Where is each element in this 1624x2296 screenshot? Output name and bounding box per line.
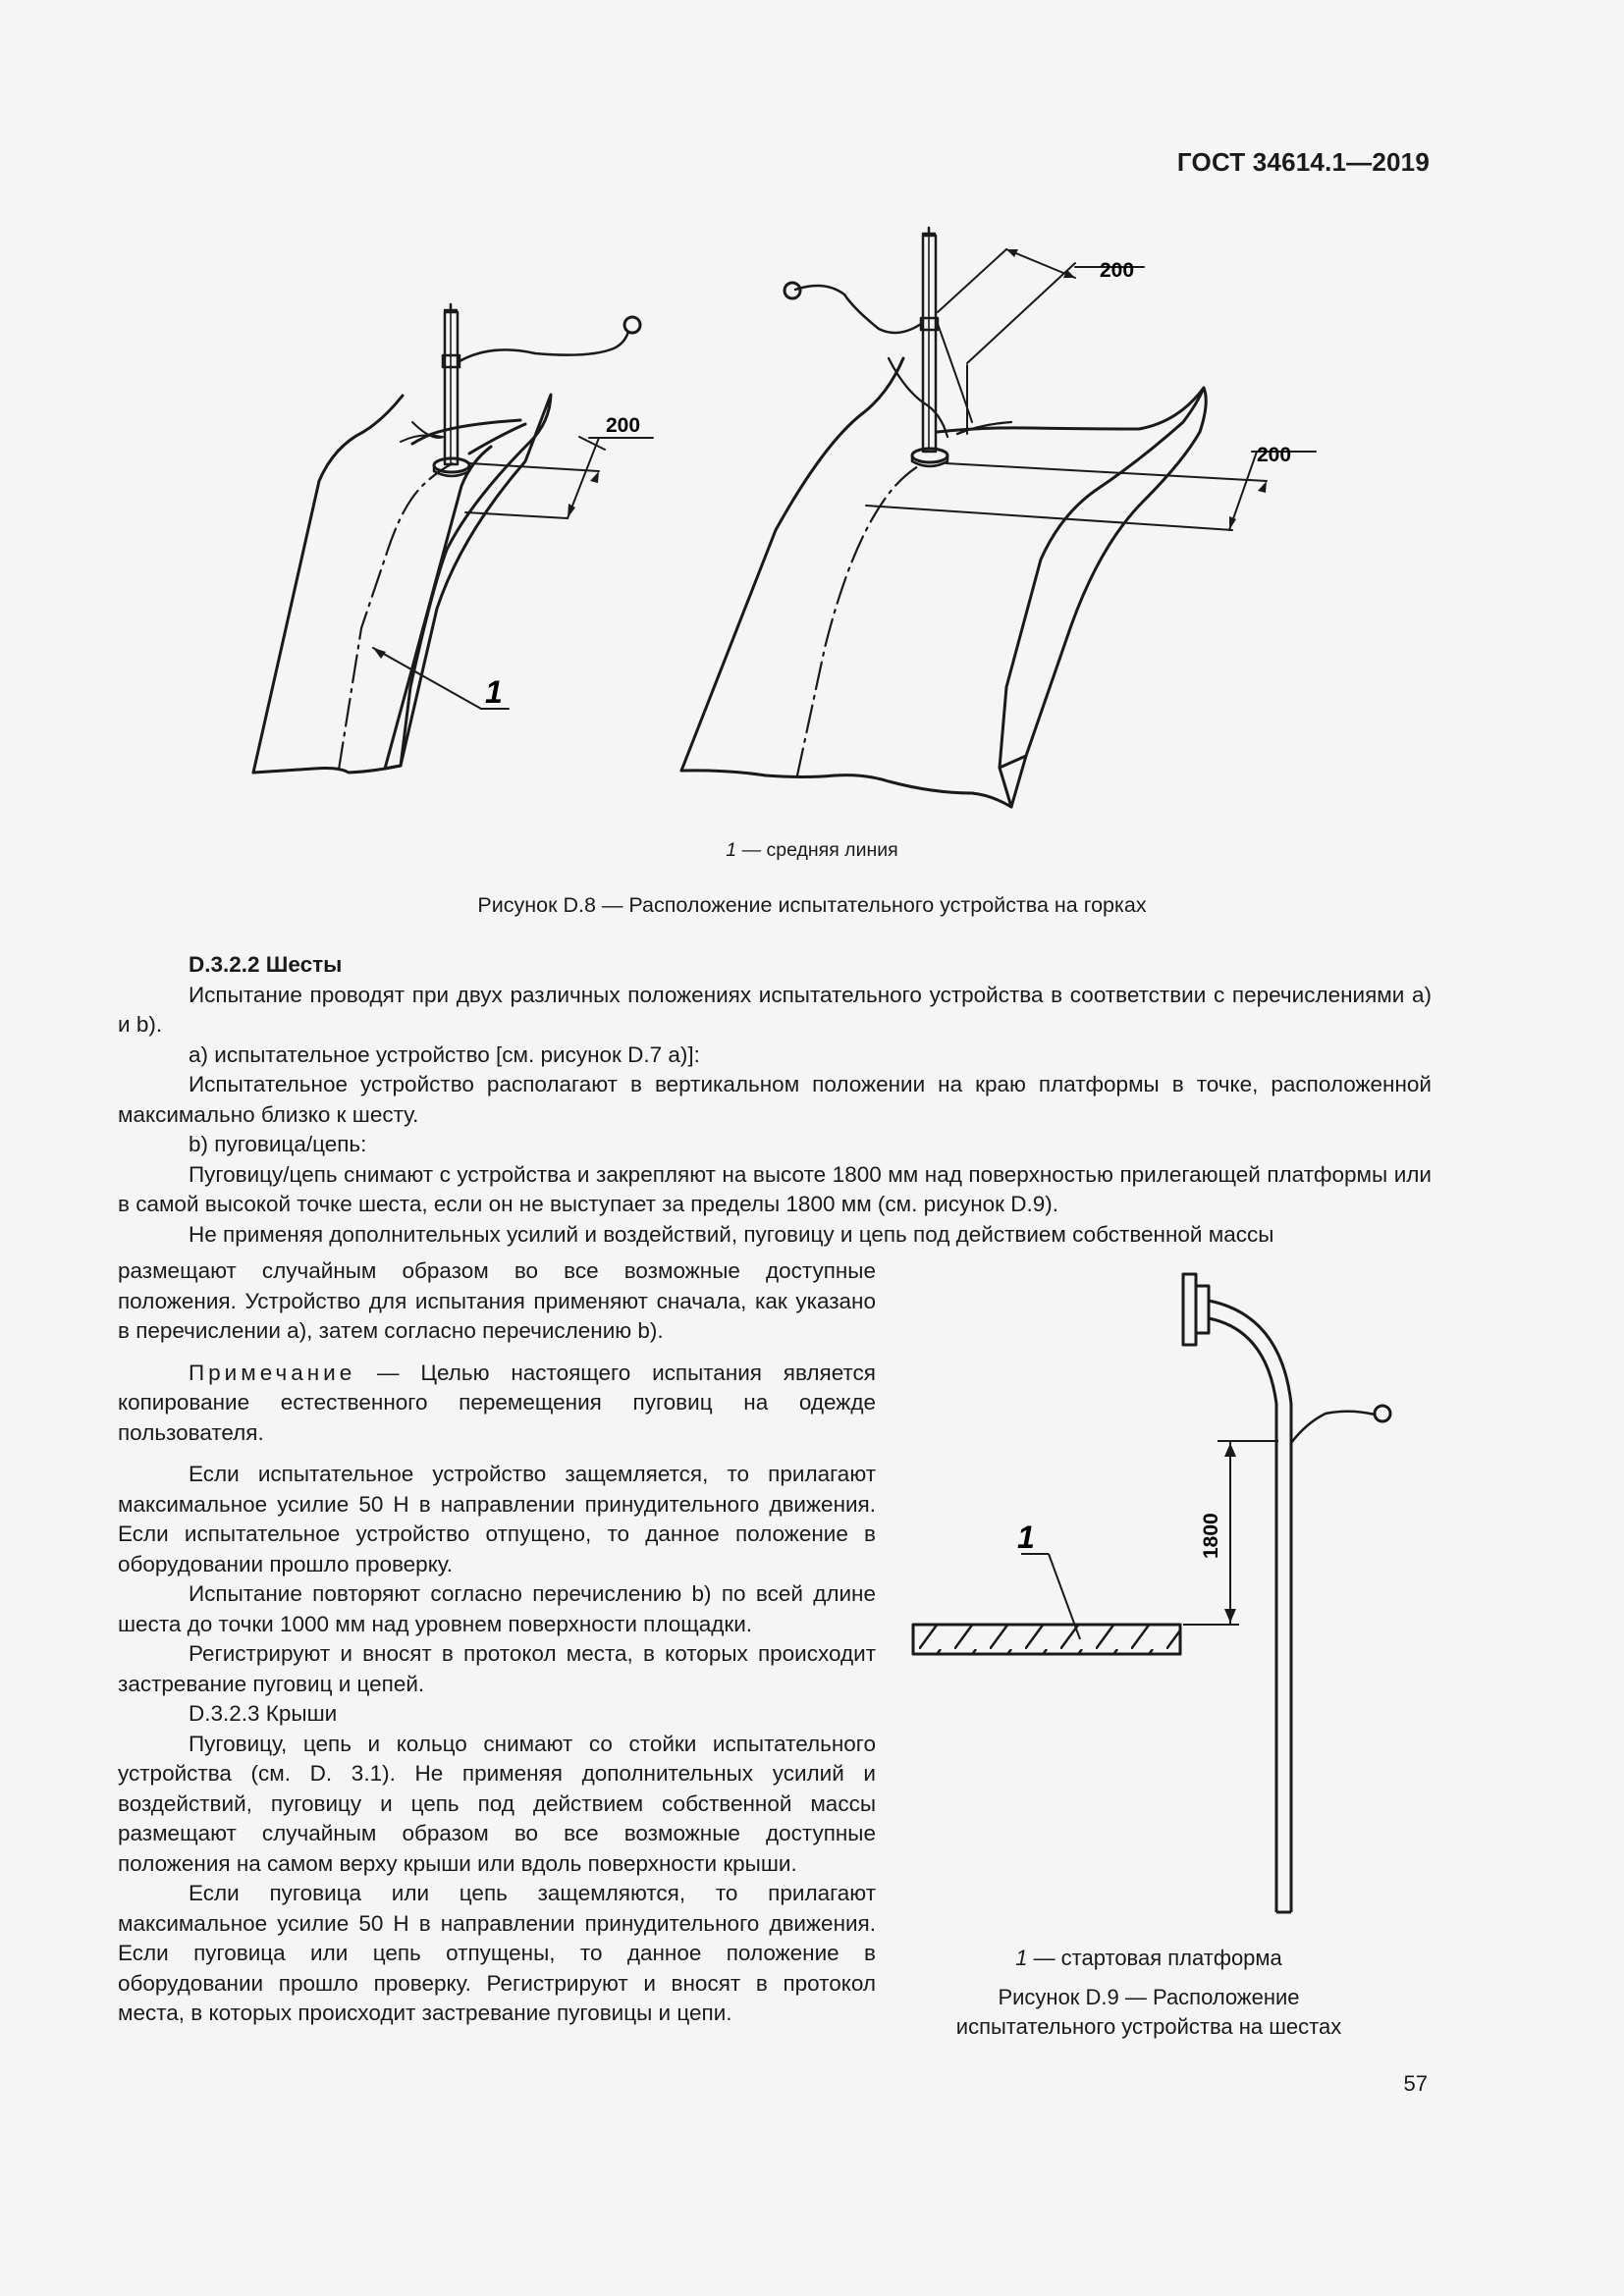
note-label: Примечание [189,1360,356,1385]
standard-header: ГОСТ 34614.1—2019 [1176,147,1430,177]
section-322-p6a: Не применяя дополнительных усилий и воздействий, пуговицу и цепь под действием собственной массы [189,1221,1274,1247]
section-323-p2: Если пуговица или цепь защемляются, то прилагают максимальное усилие 50 Н в направлении принудительного движения. Если пуговица или цепь отпущены, то данное положение в оборудовании прошло проверку. Регистрируют и вносят в протокол места, в которых происходит застревание пуговицы и цепи. [118,1881,876,2025]
fig-d9-caption [913,1983,1384,2042]
fig-d9-legend-text: — стартовая платформа [1027,1946,1282,1970]
section-322-p7: Если испытательное устройство защемляется, то прилагают максимальное усилие 50 Н в направлении принудительного движения. Если испытательное устройство отпущено, то данное положение в оборудовании прошло проверку. [118,1462,876,1576]
fig-d8-dim-right-top: 200 [1100,259,1135,282]
fig-d9-dim: 1800 [1200,1513,1222,1559]
section-322-p9: Регистрируют и вносят в протокол места, в которых происходит застревание пуговиц и цепей. [118,1641,876,1696]
fig-d8-caption: Рисунок D.8 — Расположение испытательного устройства на горках [477,893,1147,917]
section-323-p1: Пуговицу, цепь и кольцо снимают со стойки испытательного устройства (см. D. 3.1). Не применяя дополнительных усилий и воздействий, пуговицу и цепь под действием собственной массы размещают случайным образом во все возможные доступные положения на самом верху крыши или вдоль поверхности крыши. [118,1731,876,1876]
section-322-p1: Испытание проводят при двух различных положениях испытательного устройства в соответствии с перечислениями а) и b). [118,982,1432,1037]
fig-d8-legend-text: — средняя линия [736,839,898,861]
fig-d9-callout-label: 1 [1017,1520,1035,1555]
section-322-p2: а) испытательное устройство [см. рисунок D.7 а)]: [189,1041,700,1067]
fig-d9-legend [913,1944,1384,1973]
section-322-p6b: размещают случайным образом во все возможные доступные положения. Устройство для испытания применяют сначала, как указано в перечислении а), затем согласно перечислению b). [118,1258,876,1343]
section-322-p5: Пуговицу/цепь снимают с устройства и закрепляют на высоте 1800 мм над поверхностью прилегающей платформы или в самой высокой точке шеста, если он не выступает за пределы 1800 мм (см. рисунок D.9). [118,1161,1432,1216]
section-322-p4: b) пуговица/цепь: [189,1132,367,1156]
fig-d8-dim-left: 200 [606,414,641,437]
fig-d8-callout-label: 1 [485,674,503,710]
fig-d9-legend-num: 1 [1015,1946,1028,1970]
fig-d8-dim-right-side: 200 [1257,444,1292,466]
section-322-p3: Испытательное устройство располагают в вертикальном положении на краю платформы в точке, расположенной максимально близко к шесту. [118,1072,1432,1127]
section-322-heading: D.3.2.2 Шесты [189,952,343,977]
section-323-heading: D.3.2.3 Крыши [189,1701,338,1726]
page-number: 57 [1403,2071,1428,2096]
fig-d9-caption-line2: испытательного устройства на шестах [955,2014,1342,2039]
fig-d8-legend-num: 1 [726,839,737,861]
note-text: — Целью настоящего испытания является копирование естественного перемещения пуговиц на одежде пользователя. [118,1360,876,1445]
section-322-p8: Испытание повторяют согласно перечислению b) по всей длине шеста до точки 1000 мм над уровнем поверхности площадки. [118,1581,876,1636]
fig-d9-caption-line1: Рисунок D.9 — Расположение [998,1985,1300,2009]
